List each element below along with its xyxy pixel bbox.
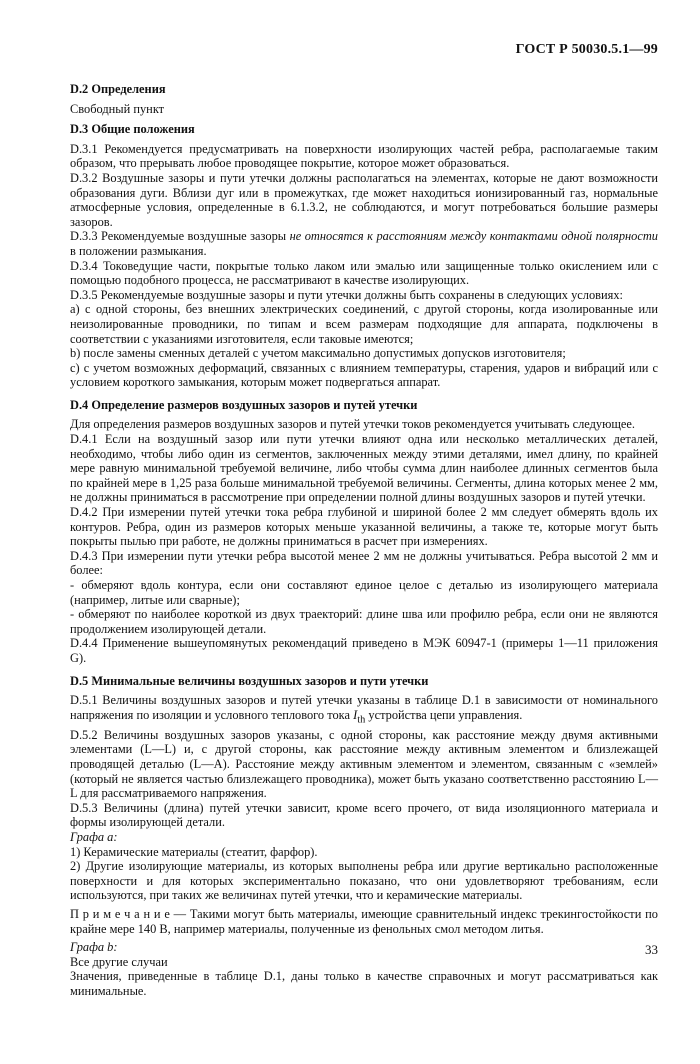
d3-3-text-italic: не относятся к расстояниям между контактами одной полярности: [289, 229, 658, 244]
d3-3-paragraph: [70, 229, 658, 258]
d4-3-item-b: - обмеряют по наиболее короткой из двух траекторий: длине шва или профилю ребра, если они не являются продолжением изолирующей детали.: [70, 607, 658, 636]
d5-1-subscript: th: [357, 714, 366, 726]
page-number: 33: [645, 942, 658, 957]
d4-2-paragraph: D.4.2 При измерении путей утечки тока ребра глубиной и шириной более 2 мм следует обмерять вдоль их контуров. Ребра, один из размеров которых меньше указанной величины, а также те, которые могут быть покрыты пылью при работе, не должны приниматься в расчет при измерениях.: [70, 505, 658, 549]
d3-5-item-b: b) после замены сменных деталей с учетом максимально допустимых допусков изготовителя;: [70, 346, 566, 361]
d3-5-item-c: c) с учетом возможных деформаций, связанных с влиянием температуры, старения, ударов и вибраций или с условием короткого замыкания, которым может подвергаться аппарат.: [70, 360, 658, 390]
d5-1-paragraph: [70, 693, 658, 728]
note-text: — Такими могут быть материалы, имеющие сравнительный индекс трекингостойкости по крайне мере 140 В, например материалы, полученные из фенольных смол методом литья.: [70, 906, 658, 936]
d5-1-text-a: D.5.1 Величины воздушных зазоров и путей утечки указаны в таблице D.1 в зависимости от номинального напряжения по изоляции и условного теплового тока: [70, 693, 658, 722]
d3-5-paragraph: D.3.5 Рекомендуемые воздушные зазоры и пути утечки должны быть сохранены в следующих условиях:: [70, 287, 623, 302]
graph-a-label: Графа а:: [70, 829, 118, 844]
d5-3-paragraph: D.5.3 Величины (длина) путей утечки зависит, кроме всего прочего, от вида изоляционного материала и формы изолирующей детали.: [70, 800, 658, 830]
d4-intro: Для определения размеров воздушных зазоров и путей утечки токов рекомендуется учитывать следующее.: [70, 417, 636, 432]
graph-a-item-2: 2) Другие изолирующие материалы, из которых выполнены ребра или другие вертикально расположенные поверхности и для которых экспериментально показано, что они удовлетворяют требованиям, если используются, при таких же величинах путей утечки, что и керамические материалы.: [70, 859, 658, 903]
section-d5-title: D.5 Минимальные величины воздушных зазоров и пути утечки: [70, 673, 429, 688]
d3-3-text-c: в положении размыкания.: [70, 243, 207, 258]
section-d3-title: D.3 Общие положения: [70, 122, 195, 137]
document-id: ГОСТ Р 50030.5.1—99: [515, 42, 658, 57]
section-d2-title: D.2 Определения: [70, 82, 166, 96]
d4-1-paragraph: D.4.1 Если на воздушный зазор или пути утечки влияют одна или несколько металлических деталей, необходимо, чтобы либо один из сегментов, заключенных между этими деталями, имел длину, по крайней мере равную минимальной требуемой величине, либо чтобы сумма длин наиболее длинных сегментов была по крайней мере в 1,25 раза больше минимальной требуемой величины. Сегменты, длина которых менее 2 мм, не должны приниматься в рассмотрение при определении полной длины воздушных зазоров и путей утечки.: [70, 432, 658, 505]
d4-3-item-a: - обмеряют вдоль контура, если они составляют единое целое с деталью из изолирующего материала (например, литые или сварные);: [70, 578, 658, 607]
note-paragraph: [70, 907, 658, 936]
section-d4-title: D.4 Определение размеров воздушных зазоров и путей утечки: [70, 397, 418, 412]
d4-4-paragraph: D.4.4 Применение вышеупомянутых рекомендаций приведено в МЭК 60947-1 (примеры 1—11 приложения G).: [70, 636, 658, 665]
d5-1-text-b: устройства цепи управления.: [365, 707, 523, 722]
d3-1-paragraph: D.3.1 Рекомендуется предусматривать на поверхности изолирующих частей ребра, располагаемые таким образом, что прерывать любое проводящее покрытие, которое может образоваться.: [70, 141, 658, 171]
closing-paragraph: Значения, приведенные в таблице D.1, даны только в качестве справочных и могут рассматриваться как минимальные.: [70, 969, 658, 998]
page-content: [70, 82, 658, 999]
d3-5-item-a: а) с одной стороны, без внешних электрических соединений, с другой стороны, когда изолированные или неизолированные проводники, по типам и всем размерам подходящие для аппарата, подключены в соответствии с указаниями изготовителя, если таковые имеются;: [70, 302, 658, 346]
graph-a-item-1: 1) Керамические материалы (стеатит, фарфор).: [70, 844, 318, 859]
note-label: П р и м е ч а н и е: [70, 906, 170, 921]
d3-3-text-a: D.3.3 Рекомендуемые воздушные зазоры: [70, 229, 290, 244]
d3-2-paragraph: D.3.2 Воздушные зазоры и пути утечки должны располагаться на элементах, которые не дают возможности образования дуги. Вблизи дуг или в промежутках, где может находиться ионизированный газ, нормальные атмосферные условия, определенные в 6.1.3.2, не соблюдаются, и могут потребоваться большие размеры зазоров.: [70, 170, 658, 229]
d5-1-symbol: I: [353, 707, 358, 722]
d3-4-paragraph: D.3.4 Токоведущие части, покрытые только лаком или эмалью или защищенные только окислением или с помощью подобного процесса, не рассматривают в качестве изолирующих.: [70, 258, 658, 288]
d5-2-paragraph: D.5.2 Величины воздушных зазоров указаны, с одной стороны, как расстояние между двумя активными элементами (L—L) и, с другой стороны, как расстояние между активным элементом и близлежащей проводящей деталью (L—A). Расстояние между активным элементом и элементом, связанным с «землей» (который не является частью близлежащего проводника), может быть указано соответственно расстоянию L—L для рассматриваемого напряжения.: [70, 727, 658, 801]
section-d2-text: Свободный пункт: [70, 101, 165, 116]
d4-3-paragraph: D.4.3 При измерении пути утечки ребра высотой менее 2 мм не должны учитываться. Ребра высотой 2 мм и более:: [70, 548, 658, 578]
graph-b-label: Графа b:: [70, 940, 118, 955]
graph-b-item-1: Все другие случаи: [70, 954, 168, 969]
